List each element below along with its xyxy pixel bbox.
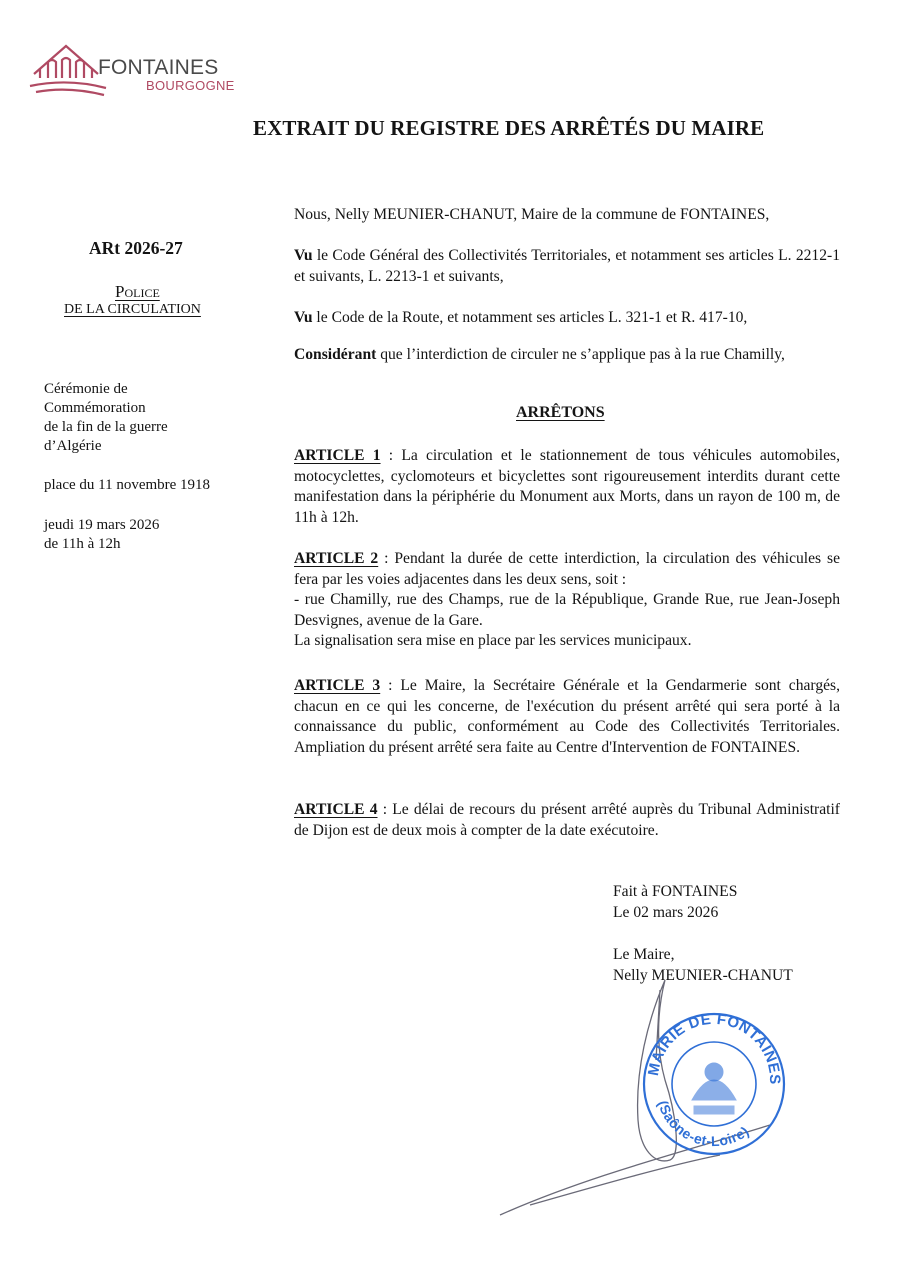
considerant-text: que l’interdiction de circuler ne s’applique pas à la rue Chamilly,	[376, 346, 785, 363]
category-line2: DE LA CIRCULATION	[64, 302, 201, 317]
considerant-paragraph	[294, 345, 840, 366]
article-3-text: : Le Maire, la Secrétaire Générale et la Gendarmerie sont chargés, chacun en ce qui les concerne, de l'exécution du présent arrêté qui sera porté à la connaissance du public, conformément au Code des Collectivités Territoriales. Ampliation du présent arrêté sera faite au Centre d'Intervention de FONTAINES.	[294, 677, 841, 756]
event-line: Cérémonie de	[44, 381, 128, 397]
article-4-label: ARTICLE 4	[294, 801, 378, 818]
signature-role: Le Maire,	[613, 946, 675, 963]
town-hall-logo-icon	[28, 38, 108, 100]
event-time-line: de 11h à 12h	[44, 536, 121, 552]
article-3	[294, 676, 840, 758]
article-2-label: ARTICLE 2	[294, 550, 379, 567]
considerant-keyword: Considérant	[294, 346, 377, 363]
arretons-heading: ARRÊTONS	[516, 404, 605, 421]
article-1	[294, 446, 840, 528]
vu-route-text: le Code de la Route, et notamment ses articles L. 321-1 et R. 417-10,	[312, 309, 748, 326]
signature-name: Nelly MEUNIER-CHANUT	[613, 967, 793, 984]
decree-reference: ARt 2026-27	[89, 238, 183, 258]
event-date-line1: jeudi 19 mars 2026	[44, 517, 160, 533]
article-1-text: : La circulation et le stationnement de tous véhicules automobiles, motocyclettes, cyclomoteurs et bicyclettes sont rigoureusement interdits durant cette manifestation dans la périphérie du Monument aux Morts, dans un rayon de 100 m, de 11h à 12h.	[294, 447, 841, 526]
article-2-note: La signalisation sera mise en place par les services municipaux.	[294, 632, 692, 649]
signature-stroke	[530, 1155, 720, 1205]
vu-keyword: Vu	[294, 309, 313, 326]
signature-date: Le 02 mars 2026	[613, 904, 719, 921]
event-date	[44, 516, 159, 554]
event-line: d’Algérie	[44, 438, 102, 454]
event-line: de la fin de la guerre	[44, 419, 168, 435]
event-line: Commémoration	[44, 400, 146, 416]
official-stamp-and-signature	[470, 960, 800, 1230]
document-title: EXTRAIT DU REGISTRE DES ARRÊTÉS DU MAIRE	[253, 116, 765, 140]
article-2-text: : Pendant la durée de cette interdiction, la circulation des véhicules se fera par les voies adjacentes dans les deux sens, soit :	[294, 550, 841, 588]
article-2-street-list: - rue Chamilly, rue des Champs, rue de la République, Grande Rue, rue Jean-Joseph Desvignes, avenue de la Gare.	[294, 591, 840, 629]
article-2	[294, 549, 840, 652]
logo-region: BOURGOGNE	[146, 78, 235, 93]
stamp-bottom-text: (Saône-et-Loire)	[654, 1098, 753, 1150]
stamp-top-text: MAIRIE DE FONTAINES	[644, 1010, 784, 1085]
vu-cgct-text: le Code Général des Collectivités Territoriales, et notamment ses articles L. 2212-1 et suivants, L. 2213-1 et suivants,	[294, 247, 840, 285]
vu-keyword: Vu	[294, 247, 313, 264]
logo-wordmark: FONTAINES	[98, 56, 219, 79]
intro-text: Nous, Nelly MEUNIER-CHANUT, Maire de la commune de FONTAINES,	[294, 206, 770, 223]
article-4	[294, 800, 840, 841]
vu-cgct-paragraph	[294, 246, 840, 287]
article-3-label: ARTICLE 3	[294, 677, 381, 694]
signature-place: Fait à FONTAINES	[613, 883, 738, 900]
vu-route-paragraph	[294, 308, 840, 329]
event-place: place du 11 novembre 1918	[44, 477, 211, 493]
event-description	[44, 380, 168, 456]
fontaines-logo	[28, 38, 258, 100]
article-1-label: ARTICLE 1	[294, 447, 381, 464]
category-line1: Police	[115, 282, 160, 301]
article-4-text: : Le délai de recours du présent arrêté auprès du Tribunal Administratif de Dijon est de deux mois à compter de la date exécutoire.	[294, 801, 841, 839]
intro-paragraph	[294, 205, 840, 226]
